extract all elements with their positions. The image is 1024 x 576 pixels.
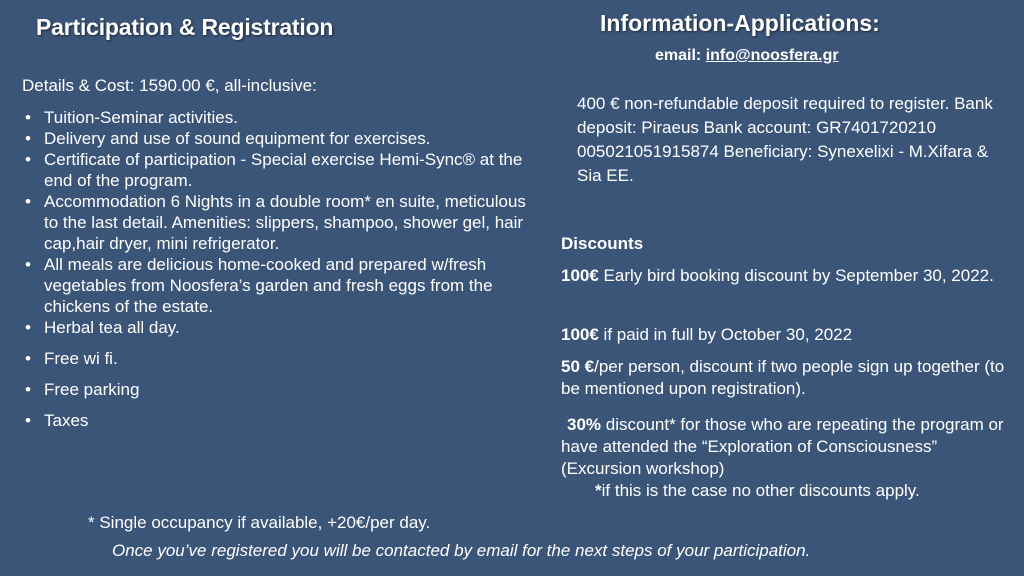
discount-text: Early bird booking discount by September 30, 2022. [598, 266, 994, 285]
discount-text: if paid in full by October 30, 2022 [598, 325, 853, 344]
single-occupancy-note: * Single occupancy if available, +20€/per day. [88, 513, 431, 532]
list-item-text: Free wi fi. [44, 349, 118, 368]
bullet-icon: • [25, 192, 31, 211]
list-item-text: Delivery and use of sound equipment for exercises. [44, 129, 431, 148]
list-item [22, 410, 542, 431]
list-item [22, 317, 542, 338]
list-item-text: Taxes [44, 411, 89, 430]
list-item [22, 107, 542, 128]
discount-note-star: * [595, 481, 602, 500]
bullet-icon: • [25, 150, 31, 169]
list-item [22, 348, 542, 369]
discount-amount: 50 € [561, 357, 595, 376]
list-item [22, 254, 542, 317]
discount-paid-in-full [561, 324, 1016, 346]
email-line [655, 47, 839, 65]
list-item [22, 149, 542, 191]
list-item [22, 191, 542, 254]
bullet-icon: • [25, 411, 31, 430]
list-item-text: All meals are delicious home-cooked and prepared w/fresh vegetables from Noosfera’s garden and fresh eggs from the chickens of the estate. [44, 255, 493, 316]
discount-amount: 100€ [561, 325, 599, 344]
discount-text: /per person, discount if two people sign up together (to be mentioned upon registration). [561, 357, 1005, 398]
discount-early-bird [561, 265, 1016, 287]
footer-note: Once you’ve registered you will be contacted by email for the next steps of your participation. [112, 541, 811, 560]
list-item-text: Certificate of participation - Special exercise Hemi-Sync® at the end of the program. [44, 150, 523, 190]
bullet-icon: • [25, 380, 31, 399]
details-cost: Details & Cost: 1590.00 €, all-inclusive: [22, 76, 317, 95]
deposit-info: 400 € non-refundable deposit required to register. Bank deposit: Piraeus Bank account: GR7401720210 005021051915874 Beneficiary: Synexelixi - M.Xifara & Sia EE. [577, 94, 993, 185]
discount-note [561, 480, 1016, 502]
list-item-text: Herbal tea all day. [44, 318, 180, 337]
discount-note-text: if this is the case no other discounts apply. [601, 481, 920, 500]
discount-text: discount* for those who are repeating the program or have attended the “Exploration of Consciousness” (Excursion workshop) [561, 415, 1004, 478]
discounts-heading: Discounts [561, 234, 644, 253]
discount-repeat [561, 414, 1016, 502]
discount-two-people [561, 356, 1016, 400]
bullet-icon: • [25, 255, 31, 274]
bullet-icon: • [25, 129, 31, 148]
list-item [22, 128, 542, 149]
discount-amount: 30% [567, 415, 602, 434]
inclusions-list [22, 107, 542, 431]
information-title: Information-Applications: [600, 10, 880, 36]
list-item-text: Accommodation 6 Nights in a double room* en suite, meticulous to the last detail. Amenities: slippers, shampoo, shower gel, hair cap,hair dryer, mini refrigerator. [44, 192, 526, 253]
list-item [22, 379, 542, 400]
bullet-icon: • [25, 318, 31, 337]
email-link[interactable]: info@noosfera.gr [705, 47, 839, 64]
bullet-icon: • [25, 349, 31, 368]
discount-amount: 100€ [561, 266, 599, 285]
bullet-icon: • [25, 108, 31, 127]
list-item-text: Tuition-Seminar activities. [44, 108, 238, 127]
list-item-text: Free parking [44, 380, 140, 399]
participation-title: Participation & Registration [36, 14, 334, 40]
email-label: email: [655, 47, 706, 64]
